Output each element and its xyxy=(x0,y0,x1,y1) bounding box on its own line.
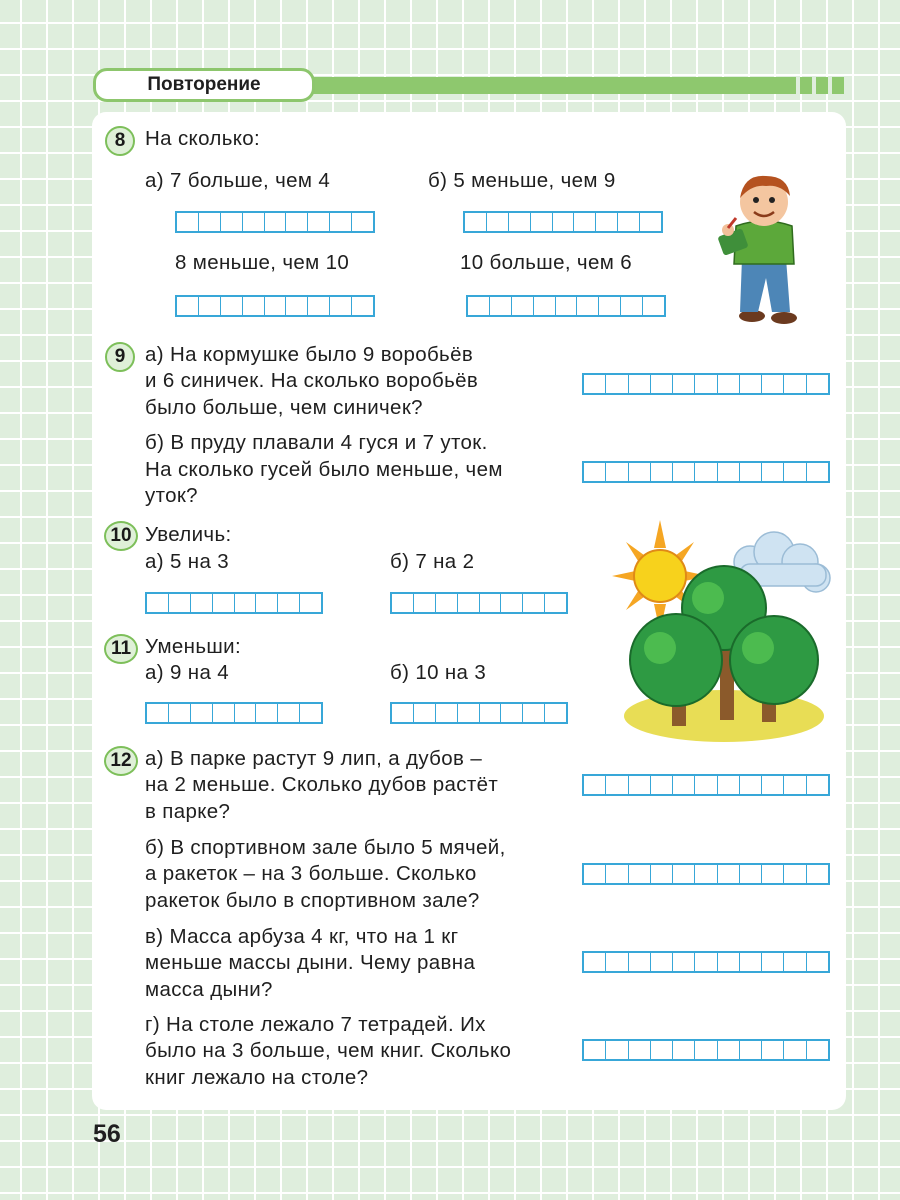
answer-grid[interactable] xyxy=(582,951,830,973)
task8-title: На сколько: xyxy=(145,127,261,150)
task11-title: Уменьши: xyxy=(145,635,241,658)
task8-c: 8 меньше, чем 10 xyxy=(175,251,350,274)
task9-b-line3: уток? xyxy=(145,484,198,507)
task12-a-line3: в парке? xyxy=(145,800,231,823)
task12-d-line2: было на 3 больше, чем книг. Сколько xyxy=(145,1039,512,1062)
boy-illustration xyxy=(714,170,810,326)
task-number-10: 10 xyxy=(104,521,138,551)
task12-c-line2: меньше массы дыни. Чему равна xyxy=(145,951,476,974)
task8-b: б) 5 меньше, чем 9 xyxy=(428,169,616,192)
header-segment xyxy=(816,77,828,94)
task12-a-line2: на 2 меньше. Сколько дубов растёт xyxy=(145,773,499,796)
task-number-8: 8 xyxy=(105,126,135,156)
answer-grid[interactable] xyxy=(463,211,663,233)
task-number-9: 9 xyxy=(105,342,135,372)
task10-a: а) 5 на 3 xyxy=(145,550,229,573)
task12-b-line1: б) В спортивном зале было 5 мячей, xyxy=(145,836,506,859)
answer-grid[interactable] xyxy=(582,373,830,395)
task12-a-line1: а) В парке растут 9 лип, а дубов – xyxy=(145,747,483,770)
task10-title: Увеличь: xyxy=(145,523,232,546)
task11-b: б) 10 на 3 xyxy=(390,661,487,684)
answer-grid[interactable] xyxy=(466,295,666,317)
answer-grid[interactable] xyxy=(145,592,323,614)
task8-d: 10 больше, чем 6 xyxy=(460,251,632,274)
task12-d-line3: книг лежало на столе? xyxy=(145,1066,369,1089)
task9-a-line1: а) На кормушке было 9 воробьёв xyxy=(145,343,474,366)
answer-grid[interactable] xyxy=(175,211,375,233)
task9-b-line1: б) В пруду плавали 4 гуся и 7 уток. xyxy=(145,431,488,454)
page-number: 56 xyxy=(93,1120,121,1148)
task11-a: а) 9 на 4 xyxy=(145,661,229,684)
task12-d-line1: г) На столе лежало 7 тетрадей. Их xyxy=(145,1013,486,1036)
answer-grid[interactable] xyxy=(582,461,830,483)
task9-a-line2: и 6 синичек. На сколько воробьёв xyxy=(145,369,479,392)
task10-b: б) 7 на 2 xyxy=(390,550,475,573)
nature-illustration xyxy=(612,520,832,746)
task12-b-line3: ракеток было в спортивном зале? xyxy=(145,889,480,912)
answer-grid[interactable] xyxy=(390,592,568,614)
header-bar xyxy=(313,77,796,94)
task12-c-line1: в) Масса арбуза 4 кг, что на 1 кг xyxy=(145,925,459,948)
answer-grid[interactable] xyxy=(582,774,830,796)
answer-grid[interactable] xyxy=(582,1039,830,1061)
header-segment xyxy=(832,77,844,94)
answer-grid[interactable] xyxy=(145,702,323,724)
header-segment xyxy=(800,77,812,94)
answer-grid[interactable] xyxy=(582,863,830,885)
answer-grid[interactable] xyxy=(390,702,568,724)
task12-c-line3: масса дыни? xyxy=(145,978,273,1001)
task9-b-line2: На сколько гусей было меньше, чем xyxy=(145,458,503,481)
task12-b-line2: а ракеток – на 3 больше. Сколько xyxy=(145,862,477,885)
task9-a-line3: было больше, чем синичек? xyxy=(145,396,423,419)
answer-grid[interactable] xyxy=(175,295,375,317)
task-number-11: 11 xyxy=(104,634,138,664)
task8-a: а) 7 больше, чем 4 xyxy=(145,169,331,192)
section-title: Повторение xyxy=(93,68,315,102)
task-number-12: 12 xyxy=(104,746,138,776)
